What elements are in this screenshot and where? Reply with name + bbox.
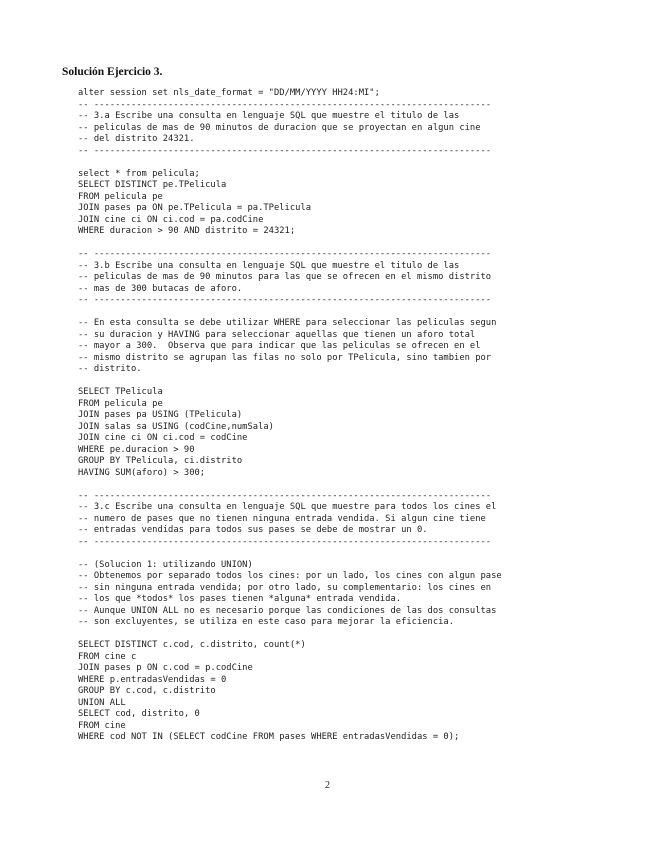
blank-line [78,157,648,169]
code-line: JOIN pases p ON c.cod = p.codCine [78,663,253,673]
comment-rule-line: -- --------------------------------------------------------------------------- [78,249,492,259]
comment-rule-line: -- --------------------------------------------------------------------------- [78,490,492,501]
blank-line [78,376,648,388]
comment-rule-line: -- --------------------------------------------------------------------------- [78,145,492,156]
code-line: FROM pelicula pe [78,398,163,409]
code-line: WHERE duracion > 90 AND distrito = 24321; [78,226,296,236]
code-line: SELECT TPelicula [78,387,163,397]
code-line: GROUP BY TPelicula, ci.distrito [78,456,243,466]
comment-line: -- peliculas de mas de 90 minutos de duracion que se proyectan en algun cine [78,122,481,133]
comment-line: -- mas de 300 butacas de aforo. [78,283,243,294]
blank-line [78,479,648,491]
comment-line: -- mismo distrito se agrupan las filas no solo por TPelicula, sino tambien por [78,352,492,363]
comment-line: -- 3.b Escribe una consulta en lenguaje SQL que muestre el titulo de las [78,260,460,271]
code-line: alter session set nls_date_format = "DD/MM/YYYY HH24:MI"; [78,88,380,98]
comment-rule-line: -- --------------------------------------------------------------------------- [78,295,492,305]
code-line: SELECT DISTINCT c.cod, c.distrito, count(*) [78,640,306,650]
code-line: WHERE pe.duracion > 90 [78,444,195,455]
comment-line: -- entradas vendidas para todos sus pases se debe de mostrar un 0. [78,525,428,535]
comment-line: -- su duracion y HAVING para seleccionar aquellas que tienen un aforo total [78,329,476,340]
code-line: UNION ALL [78,697,126,708]
comment-line: -- los que *todos* los pases tienen *alguna* entrada vendida. [78,594,402,604]
comment-line: -- En esta consulta se debe utilizar WHERE para seleccionar las peliculas segun [78,318,497,328]
code-line: FROM cine [78,720,126,731]
blank-line [78,238,648,250]
section-title: Solución Ejercicio 3. [62,66,163,78]
page-number: 2 [325,780,330,791]
comment-line: -- del distrito 24321. [78,134,195,144]
code-line: HAVING SUM(aforo) > 300; [78,467,206,478]
blank-line [78,629,648,641]
comment-line: -- 3.a Escribe una consulta en lenguaje SQL que muestre el titulo de las [78,111,460,121]
code-line: JOIN cine ci ON ci.cod = codCine [78,433,248,443]
code-line: JOIN salas sa USING (codCine,numSala) [78,421,274,432]
comment-line: -- mayor a 300. Observa que para indicar que las peliculas se ofrecen en el [78,341,481,351]
comment-line: -- peliculas de mas de 90 minutos para las que se ofrecen en el mismo distrito [78,272,492,282]
comment-line: -- 3.c Escribe una consulta en lenguaje SQL que muestre para todos los cines el [78,502,497,512]
code-line: WHERE cod NOT IN (SELECT codCine FROM pases WHERE entradasVendidas = 0); [78,732,460,742]
blank-line [78,548,648,560]
comment-line: -- numero de pases que no tienen ninguna entrada vendida. Si algun cine tiene [78,513,486,524]
comment-rule-line: -- --------------------------------------------------------------------------- [78,536,492,547]
blank-line [78,307,648,319]
code-line: JOIN cine ci ON ci.cod = pa.codCine [78,214,264,225]
code-line: select * from pelicula; [78,168,200,179]
code-line: FROM cine c [78,651,137,662]
sql-code-block [78,88,648,744]
comment-line: -- distrito. [78,364,142,374]
comment-line: -- sin ninguna entrada vendida; por otro lado, su complementario: los cines en [78,582,492,593]
comment-rule-line: -- --------------------------------------------------------------------------- [78,99,492,110]
code-line: JOIN pases pa USING (TPelicula) [78,410,243,420]
comment-line: -- (Solucion 1: utilizando UNION) [78,559,253,570]
code-line: WHERE p.entradasVendidas = 0 [78,674,227,685]
code-line: SELECT cod, distrito, 0 [78,709,200,719]
code-line: JOIN pases pa ON pe.TPelicula = pa.TPelicula [78,203,312,213]
code-line: FROM pelicula pe [78,191,163,202]
code-line: SELECT DISTINCT pe.TPelicula [78,180,227,190]
comment-line: -- son excluyentes, se utiliza en este caso para mejorar la eficiencia. [78,617,455,627]
comment-line: -- Obtenemos por separado todos los cines: por un lado, los cines con algun pase [78,571,502,581]
code-line: GROUP BY c.cod, c.distrito [78,686,216,696]
comment-line: -- Aunque UNION ALL no es necesario porque las condiciones de las dos consultas [78,605,497,616]
